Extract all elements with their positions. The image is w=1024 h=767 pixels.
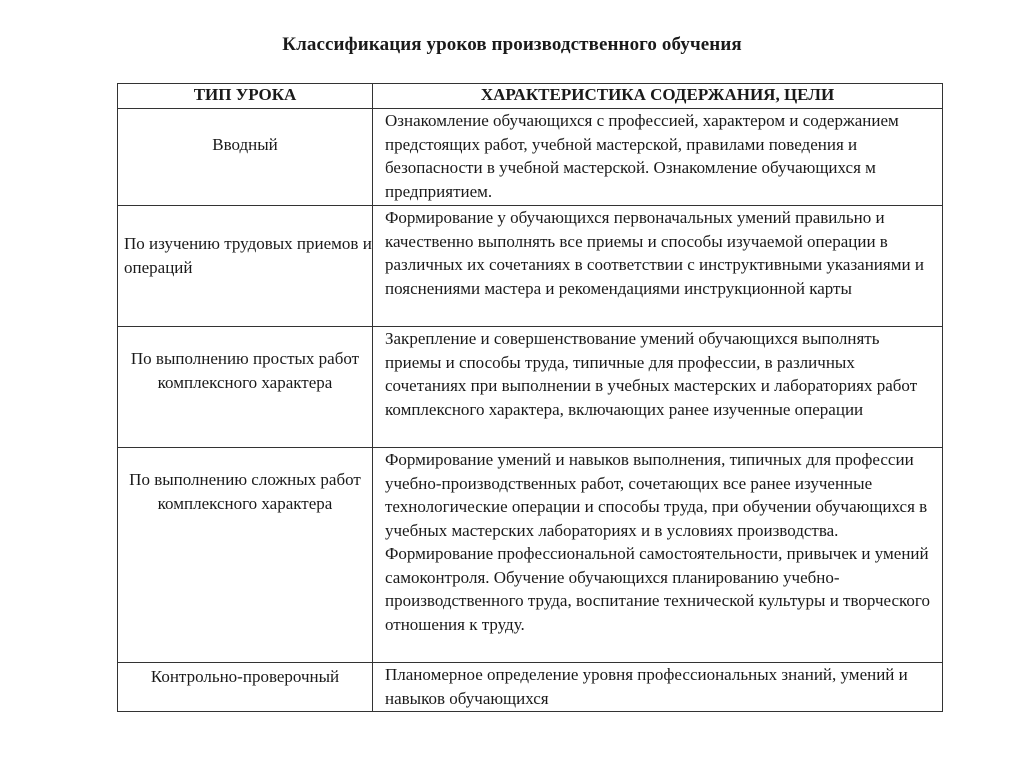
lesson-type-text: Вводный xyxy=(212,135,278,154)
lesson-type-cell xyxy=(118,663,373,712)
lesson-type-text: Контрольно-проверочный xyxy=(150,667,340,686)
header-characteristics: ХАРАКТЕРИСТИКА СОДЕРЖАНИЯ, ЦЕЛИ xyxy=(373,84,943,109)
lesson-type-cell xyxy=(118,327,373,448)
description-text: Ознакомление обучающихся с профессией, характером и содержанием предстоящих работ, учебной мастерской, правилами поведения и безопасности в учебной мастерской. Ознакомление обучающихся м предприятием. xyxy=(385,111,899,201)
lesson-type-cell xyxy=(118,206,373,327)
table-row xyxy=(118,206,943,327)
table-row xyxy=(118,663,943,712)
page-title: Классификация уроков производственного обучения xyxy=(282,34,742,55)
description-cell xyxy=(373,109,943,206)
description-text: Закрепление и совершенствование умений обучающихся выполнять приемы и способы труда, типичные для профессии, в различных сочетаниях при выполнении в учебных мастерских и лабораториях работ комплексного характера, включающих ранее изученные операции xyxy=(385,329,918,419)
lesson-type-cell xyxy=(118,109,373,206)
lesson-type-text: По выполнению сложных работ комплексного характера xyxy=(129,470,361,513)
description-text: Планомерное определение уровня профессиональных знаний, умений и навыков обучающихся xyxy=(385,665,908,708)
description-cell xyxy=(373,327,943,448)
description-cell xyxy=(373,206,943,327)
description-cell xyxy=(373,448,943,663)
description-cell xyxy=(373,663,943,712)
table-row xyxy=(118,448,943,663)
table-row xyxy=(118,327,943,448)
lesson-type-text: По изучению трудовых приемов и операций xyxy=(124,234,372,277)
lesson-type-text: По выполнению простых работ комплексного характера xyxy=(130,349,360,392)
lesson-classification-table xyxy=(117,83,943,712)
description-text: Формирование умений и навыков выполнения, типичных для профессии учебно-производственных работ, сочетающих все ранее изученные технологические операции и способы труда, при обучении обучающихся в учебных мастерских лабораториях и в условиях производства. Формирование профессиональной самостоятельности, привычек и умений самоконтроля. Обучение обучающихся планированию учебно-производственного труда, воспитание технической культуры и творческого отношения к труду. xyxy=(385,450,930,634)
lesson-type-cell xyxy=(118,448,373,663)
table-row xyxy=(118,109,943,206)
description-text: Формирование у обучающихся первоначальных умений правильно и качественно выполнять все приемы и способы изучаемой операции в различных их сочетаниях в соответствии с инструктивными указаниями и пояснениями мастера и рекомендациями инструкционной карты xyxy=(385,208,924,298)
table-header-row xyxy=(118,84,943,109)
header-lesson-type: ТИП УРОКА xyxy=(118,84,373,109)
